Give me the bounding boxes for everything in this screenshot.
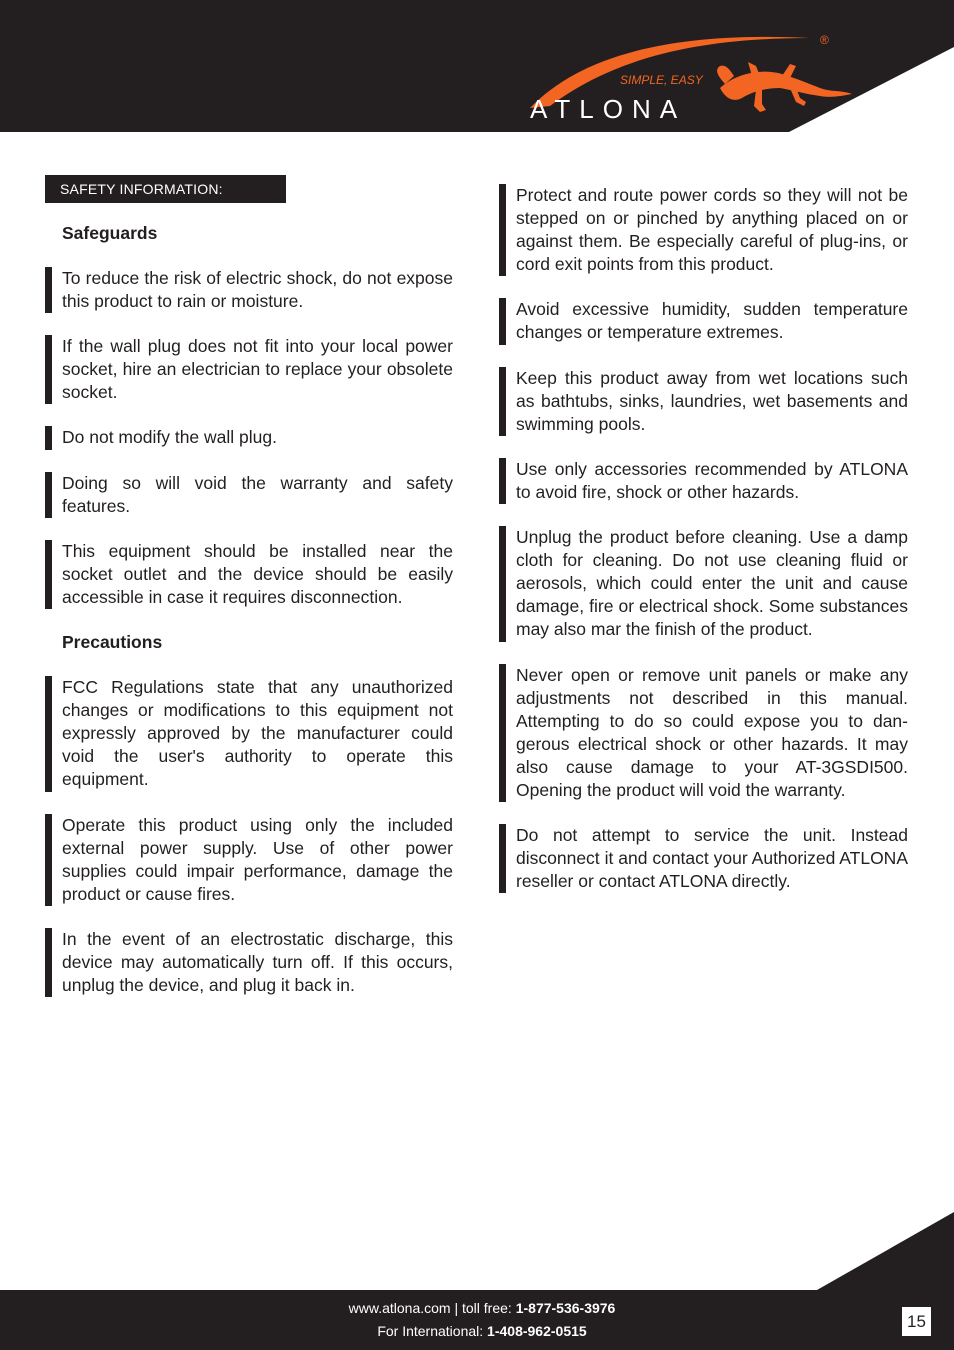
safety-paragraph: If the wall plug does not fit into your local power socket, hire an electrician to replace your obsolete socket. (45, 335, 453, 404)
safety-paragraph: Use only accessories recommended by ATLONA to avoid fire, shock or other hazards. (499, 458, 908, 504)
safety-paragraph: Operate this product using only the included external power supply. Use of other power supplies could impair performance, damage the product or cause fires. (45, 814, 453, 906)
lizard-icon (717, 62, 852, 112)
safety-paragraph: Protect and route power cords so they will not be stepped on or pinched by anything placed on or against them. Be especially careful of plug-ins, or cord exit points from this product. (499, 184, 908, 276)
safety-paragraph: Keep this product away from wet locations such as bathtubs, sinks, laundries, wet basements and swimming pools. (499, 367, 908, 436)
safety-paragraph: FCC Regulations state that any unauthorized changes or modifications to this equipment not expressly approved by the manufacturer could void the user's authority to operate this equipment. (45, 676, 453, 791)
safety-paragraph: Unplug the product before cleaning. Use a damp cloth for cleaning. Do not use cleaning fluid or aerosols, which could enter the unit and cause damage, fire or electrical shock. Some substances may also mar the finish of the product. (499, 526, 908, 641)
footer-international-number: 1-408-962-0515 (487, 1323, 587, 1339)
footer-international-label: For International: (377, 1323, 488, 1339)
section-heading: Precautions (62, 632, 163, 653)
section-label: SAFETY INFORMATION: (45, 175, 286, 203)
footer-website-label: www.atlona.com | toll free: (348, 1300, 516, 1316)
footer-tollfree-number: 1-877-536-3976 (515, 1300, 616, 1316)
registered-mark: ® (820, 33, 829, 47)
safety-paragraph: Doing so will void the warranty and safety features. (45, 472, 453, 518)
safety-paragraph: In the event of an electrostatic discharge, this device may automatically turn off. If this occurs, unplug the device, and plug it back in. (45, 928, 453, 997)
footer-international-line (0, 1320, 954, 1343)
safety-paragraph: Avoid excessive humidity, sudden temperature changes or temperature extremes. (499, 298, 908, 344)
safety-paragraph: To reduce the risk of electric shock, do not expose this product to rain or moisture. (45, 267, 453, 313)
page-number: 15 (902, 1307, 931, 1336)
left-column (45, 222, 453, 1019)
safety-paragraph: Never open or remove unit panels or make any adjustments not described in this manual. Attempting to do so could expose you to dan-gerous electrical shock or other hazards. It may also cause damage to your AT-3GSDI500. Opening the product will void the warranty. (499, 664, 908, 803)
logo-tagline: SIMPLE, EASY (620, 73, 703, 87)
atlona-logo (520, 26, 860, 126)
section-heading: Safeguards (62, 223, 158, 243)
safety-paragraph: Do not modify the wall plug. (45, 426, 453, 449)
footer-contact-line (0, 1297, 954, 1320)
safety-paragraph: Do not attempt to service the unit. Instead disconnect it and contact your Authorized ATLONA reseller or contact ATLONA directly. (499, 824, 908, 893)
safety-paragraph: This equipment should be installed near the socket outlet and the device should be easily accessible in case it requires disconnection. (45, 540, 453, 609)
right-column (499, 184, 908, 915)
logo-brand: ATLONA (530, 94, 687, 124)
